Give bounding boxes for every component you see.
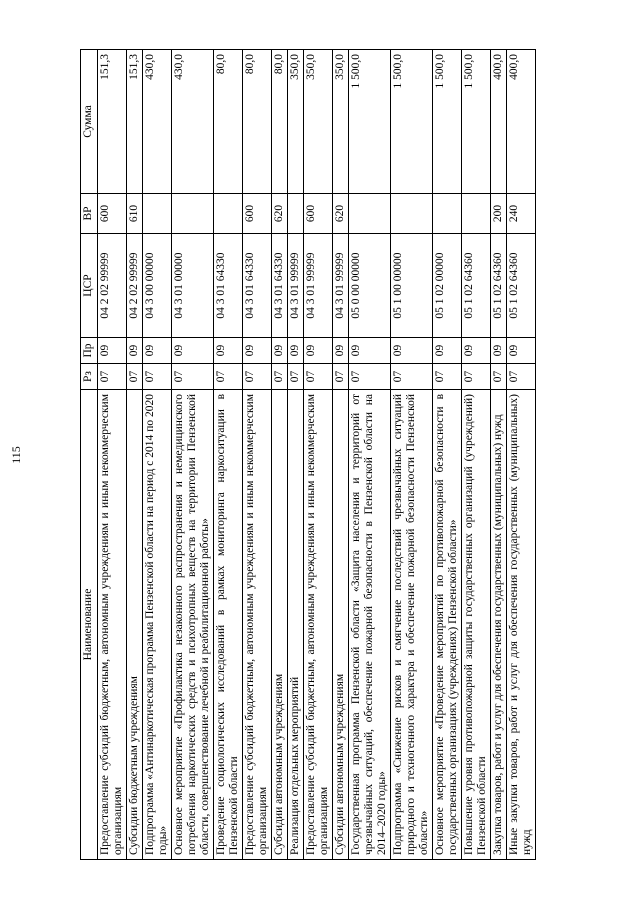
cell-vr bbox=[433, 194, 462, 234]
table-row bbox=[391, 50, 433, 860]
cell-csr: 04 2 02 99999 bbox=[127, 234, 143, 338]
cell-csr: 04 2 02 99999 bbox=[98, 234, 127, 338]
cell-pr: 09 bbox=[288, 338, 304, 364]
cell-rz: 07 bbox=[491, 364, 507, 390]
table-row bbox=[214, 50, 243, 860]
page-number: 115 bbox=[9, 446, 23, 464]
cell-name: Подпрограмма «Антинаркотическая программа Пензенской области на период с 2014 по 2020 годы» bbox=[143, 390, 172, 860]
table-row bbox=[304, 50, 333, 860]
cell-sum: 151,3 bbox=[98, 50, 127, 194]
cell-vr bbox=[349, 194, 391, 234]
cell-csr: 05 1 02 64360 bbox=[491, 234, 507, 338]
cell-csr: 04 3 01 99999 bbox=[304, 234, 333, 338]
cell-name: Предоставление субсидий бюджетным, автономным учреждениям и иным некоммерческим организациям bbox=[304, 390, 333, 860]
table-row bbox=[98, 50, 127, 860]
cell-csr: 04 3 01 00000 bbox=[172, 234, 214, 338]
cell-pr: 09 bbox=[143, 338, 172, 364]
cell-pr: 09 bbox=[214, 338, 243, 364]
cell-sum: 1 500,0 bbox=[349, 50, 391, 194]
cell-csr: 05 1 00 00000 bbox=[391, 234, 433, 338]
cell-name: Основное мероприятие «Проведение мероприятий по противопожарной безопасности в государственных организациях (учреждениях) Пензенской области» bbox=[433, 390, 462, 860]
cell-csr: 05 1 02 64360 bbox=[462, 234, 491, 338]
cell-rz: 07 bbox=[98, 364, 127, 390]
cell-csr: 05 1 02 00000 bbox=[433, 234, 462, 338]
table-header-row bbox=[81, 50, 98, 860]
cell-sum: 80,0 bbox=[214, 50, 243, 194]
cell-name: Предоставление субсидий бюджетным, автономным учреждениям и иным некоммерческим организациям bbox=[243, 390, 272, 860]
cell-vr: 600 bbox=[243, 194, 272, 234]
cell-vr: 240 bbox=[507, 194, 536, 234]
cell-rz: 07 bbox=[462, 364, 491, 390]
cell-rz: 07 bbox=[304, 364, 333, 390]
cell-sum: 350,0 bbox=[304, 50, 333, 194]
cell-rz: 07 bbox=[127, 364, 143, 390]
cell-pr: 09 bbox=[243, 338, 272, 364]
table-row bbox=[172, 50, 214, 860]
cell-rz: 07 bbox=[288, 364, 304, 390]
cell-pr: 09 bbox=[333, 338, 349, 364]
header-rz: Рз bbox=[81, 364, 98, 390]
table-row bbox=[243, 50, 272, 860]
cell-rz: 07 bbox=[391, 364, 433, 390]
table-row bbox=[349, 50, 391, 860]
cell-csr: 04 3 01 64330 bbox=[243, 234, 272, 338]
cell-pr: 09 bbox=[127, 338, 143, 364]
cell-sum: 1 500,0 bbox=[433, 50, 462, 194]
budget-table bbox=[80, 49, 536, 860]
cell-sum: 400,0 bbox=[491, 50, 507, 194]
cell-vr bbox=[288, 194, 304, 234]
cell-pr: 09 bbox=[433, 338, 462, 364]
cell-rz: 07 bbox=[172, 364, 214, 390]
cell-name: Закупка товаров, работ и услуг для обеспечения государственных (муниципальных) нужд bbox=[491, 390, 507, 860]
cell-sum: 151,3 bbox=[127, 50, 143, 194]
cell-csr: 05 0 00 00000 bbox=[349, 234, 391, 338]
rotated-table-container bbox=[80, 50, 550, 860]
table-row bbox=[127, 50, 143, 860]
cell-name: Подпрограмма «Снижение рисков и смягчение последствий чрезвычайных ситуаций природного и техногенного характера и обеспечение пожарной безопасности Пензенской области» bbox=[391, 390, 433, 860]
cell-vr bbox=[143, 194, 172, 234]
cell-sum: 1 500,0 bbox=[391, 50, 433, 194]
cell-name: Реализация отдельных мероприятий bbox=[288, 390, 304, 860]
cell-csr: 04 3 01 99999 bbox=[288, 234, 304, 338]
cell-rz: 07 bbox=[272, 364, 288, 390]
cell-vr: 620 bbox=[333, 194, 349, 234]
cell-name: Предоставление субсидий бюджетным, автономным учреждениям и иным некоммерческим организациям bbox=[98, 390, 127, 860]
cell-vr bbox=[214, 194, 243, 234]
cell-rz: 07 bbox=[349, 364, 391, 390]
cell-pr: 09 bbox=[391, 338, 433, 364]
cell-name: Иные закупки товаров, работ и услуг для обеспечения государственных (муниципальных) нужд bbox=[507, 390, 536, 860]
cell-rz: 07 bbox=[433, 364, 462, 390]
cell-rz: 07 bbox=[214, 364, 243, 390]
cell-csr: 04 3 01 99999 bbox=[333, 234, 349, 338]
cell-vr: 200 bbox=[491, 194, 507, 234]
cell-pr: 09 bbox=[491, 338, 507, 364]
cell-name: Основное мероприятие «Профилактика незаконного распространения и немедицинского потребления наркотических средств и психотропных веществ на территории Пензенской области, совершенствование лечебной и реабилитационной работы» bbox=[172, 390, 214, 860]
table-row bbox=[272, 50, 288, 860]
cell-sum: 350,0 bbox=[288, 50, 304, 194]
cell-rz: 07 bbox=[243, 364, 272, 390]
cell-csr: 05 1 02 64360 bbox=[507, 234, 536, 338]
cell-sum: 430,0 bbox=[143, 50, 172, 194]
cell-pr: 09 bbox=[304, 338, 333, 364]
cell-pr: 09 bbox=[462, 338, 491, 364]
cell-rz: 07 bbox=[143, 364, 172, 390]
cell-vr bbox=[172, 194, 214, 234]
table-row bbox=[462, 50, 491, 860]
table-row bbox=[433, 50, 462, 860]
cell-name: Субсидии бюджетным учреждениям bbox=[127, 390, 143, 860]
cell-vr bbox=[391, 194, 433, 234]
cell-vr: 610 bbox=[127, 194, 143, 234]
header-csr: ЦСР bbox=[81, 234, 98, 338]
table-body bbox=[98, 50, 536, 860]
header-sum: Сумма bbox=[81, 50, 98, 194]
table-row bbox=[143, 50, 172, 860]
cell-name: Субсидии автономным учреждениям bbox=[272, 390, 288, 860]
cell-vr: 600 bbox=[304, 194, 333, 234]
cell-vr: 620 bbox=[272, 194, 288, 234]
cell-pr: 09 bbox=[507, 338, 536, 364]
cell-pr: 09 bbox=[172, 338, 214, 364]
cell-sum: 1 500,0 bbox=[462, 50, 491, 194]
cell-name: Проведение социологических исследований в рамках мониторинга наркоситуации в Пензенской области bbox=[214, 390, 243, 860]
cell-name: Государственная программа Пензенской области «Защита населения и территорий от чрезвычайных ситуаций, обеспечение пожарной безопасности в Пензенской области на 2014–2020 годы» bbox=[349, 390, 391, 860]
header-vr: ВР bbox=[81, 194, 98, 234]
cell-pr: 09 bbox=[349, 338, 391, 364]
cell-sum: 430,0 bbox=[172, 50, 214, 194]
cell-csr: 04 3 01 64330 bbox=[214, 234, 243, 338]
cell-name: Повышение уровня противопожарной защиты государственных организаций (учреждений) Пензенской области bbox=[462, 390, 491, 860]
cell-pr: 09 bbox=[98, 338, 127, 364]
table-row bbox=[333, 50, 349, 860]
table-row bbox=[288, 50, 304, 860]
cell-pr: 09 bbox=[272, 338, 288, 364]
cell-rz: 07 bbox=[333, 364, 349, 390]
cell-rz: 07 bbox=[507, 364, 536, 390]
cell-sum: 400,0 bbox=[507, 50, 536, 194]
cell-csr: 04 3 00 00000 bbox=[143, 234, 172, 338]
header-name: Наименование bbox=[81, 390, 98, 860]
cell-csr: 04 3 01 64330 bbox=[272, 234, 288, 338]
cell-sum: 80,0 bbox=[272, 50, 288, 194]
cell-sum: 80,0 bbox=[243, 50, 272, 194]
cell-sum: 350,0 bbox=[333, 50, 349, 194]
cell-vr: 600 bbox=[98, 194, 127, 234]
table-row bbox=[507, 50, 536, 860]
cell-name: Субсидии автономным учреждениям bbox=[333, 390, 349, 860]
header-pr: Пр bbox=[81, 338, 98, 364]
cell-vr bbox=[462, 194, 491, 234]
table-row bbox=[491, 50, 507, 860]
